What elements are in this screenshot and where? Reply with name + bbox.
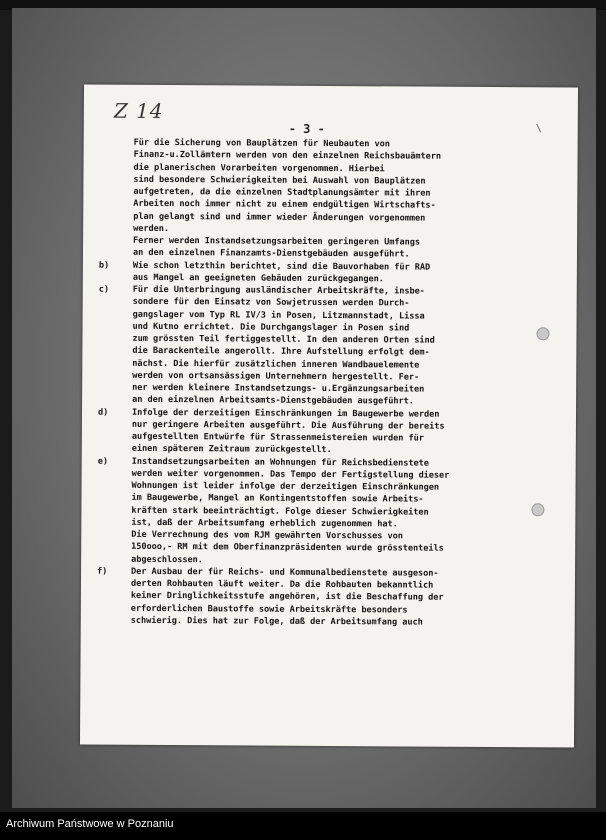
line-text: Ferner werden Instandsetzungsarbeiten geringeren Umfangs bbox=[133, 235, 421, 248]
pencil-mark: \ bbox=[535, 123, 542, 135]
line-text: ner werden kleinere Instandsetzungs- u.Ergänzungsarbeiten bbox=[132, 382, 425, 395]
line-text: Arbeiten noch immer nicht zu einem endgültigen Wirtschafts- bbox=[133, 199, 436, 211]
item-marker: b) bbox=[98, 260, 110, 271]
line-text: gangslager vom Typ RL IV/3 in Posen, Litzmannstadt, Lissa bbox=[132, 309, 425, 322]
line-text: werden. bbox=[133, 223, 170, 234]
line-text: kräften stark beeinträchtigt. Folge dieser Schwierigkeiten bbox=[131, 505, 429, 518]
line-text: Instandsetzungsarbeiten an Wohnungen für Reichsbedienstete bbox=[131, 456, 429, 469]
punch-hole bbox=[536, 327, 549, 340]
line-text: im Baugewerbe, Mangel an Kontingentstoffen sowie Arbeits- bbox=[131, 493, 424, 505]
line-text: derten Rohbauten läuft weiter. Da die Rohbauten bekanntlich bbox=[130, 578, 434, 591]
line-text: und Kutno errichtet. Die Durchgangslager in Posen sind bbox=[132, 321, 410, 334]
page-number: - 3 - bbox=[288, 121, 325, 136]
item-marker: f) bbox=[97, 566, 108, 577]
line-text: aus Mangel an geeigneten Gebäuden zurückgegangen. bbox=[132, 272, 384, 285]
line-text: zum grössten Teil fertiggestellt. In den anderen Orten sind bbox=[132, 333, 435, 346]
line-text: sind besondere Schwierigkeiten bei Auswahl von Bauplätzen bbox=[133, 174, 426, 187]
item-marker: d) bbox=[97, 407, 109, 418]
line-text: werden weiter vorgenommen. Das Tempo der Fertigstellung dieser bbox=[131, 468, 450, 481]
line-text: einen späteren Zeitraum zurückgestellt. bbox=[131, 444, 332, 456]
line-text: Für die Sicherung von Bauplätzen für Neubauten von bbox=[133, 137, 390, 150]
line-text: Wie schon letzthin berichtet, sind die Bauvorhaben für RAD bbox=[132, 260, 431, 273]
handwritten-annotation: Z 14 bbox=[113, 98, 164, 123]
line-text: Der Ausbau der für Reichs- und Kommunalbedienstete ausgeson- bbox=[131, 566, 439, 579]
line-text: Für die Unterbringung ausländischer Arbeitskräfte, insbe- bbox=[132, 284, 425, 297]
archive-label: Archiwum Państwowe w Poznaniu bbox=[6, 818, 174, 830]
line-text: Die Verrechnung des vom RJM gewährten Vorschusses von bbox=[131, 529, 403, 542]
archive-footer bbox=[0, 812, 606, 840]
line-text: abgeschlossen. bbox=[131, 554, 203, 565]
punch-hole bbox=[531, 503, 544, 516]
line-text: nur geringere Arbeiten ausgeführt. Die Ausführung der bereits bbox=[131, 419, 445, 432]
line-text: aufgestellten Entwürfe für Strassenmeistereien wurden für bbox=[131, 431, 424, 444]
line-text: Finanz-u.Zollämtern werden von den einzelnen Reichsbauämtern bbox=[133, 150, 442, 162]
line-text: 150ooo,- RM mit dem Oberfinanzpräsidenten wurde grösstenteils bbox=[131, 542, 444, 554]
item-marker: e) bbox=[97, 456, 109, 467]
line-text: die Barackenteile angerollt. Ihre Aufstellung erfolgt dem- bbox=[132, 346, 430, 358]
line-text: plan gelangt sind und immer wieder Änderungen vorgenommen bbox=[133, 211, 426, 224]
text-line bbox=[97, 614, 567, 629]
line-text: nächst. Die hierfür zusätzlichen inneren Wandbauelemente bbox=[132, 358, 420, 371]
line-text: an den einzelnen Arbeitsamts-Dienstgebäuden ausgeführt. bbox=[132, 395, 414, 407]
line-text: werden von ortsansässigen Unternehmern hergestellt. Fer- bbox=[132, 370, 420, 383]
line-text: sondere für den Einsatz von Sowjetrussen werden Durch- bbox=[132, 297, 410, 309]
item-marker: c) bbox=[98, 284, 110, 295]
document-page bbox=[80, 84, 578, 747]
line-text: Wohnungen ist leider infolge der derzeitigen Einschränkungen bbox=[131, 480, 440, 493]
document-body bbox=[97, 137, 570, 630]
line-text: schwierig. Dies hat zur Folge, daß der Arbeitsumfang auch bbox=[130, 615, 423, 628]
line-text: die planerischen Vorarbeiten vorgenommen. Hierbei bbox=[133, 162, 385, 174]
line-text: Infolge der derzeitigen Einschränkungen im Baugewerbe werden bbox=[131, 407, 440, 420]
line-text: keiner Dringlichkeitsstufe angehören, ist die Beschaffung der bbox=[130, 591, 444, 603]
line-text: an den einzelnen Finanzamts-Dienstgebäuden ausgeführt. bbox=[132, 248, 410, 260]
line-text: ist, daß der Arbeitsumfang erheblich zugenommen hat. bbox=[131, 517, 398, 530]
line-text: erforderlichen Baustoffe sowie Arbeitskräfte besonders bbox=[130, 603, 408, 615]
line-text: aufgetreten, da die einzelnen Stadtplanungsämter mit ihren bbox=[133, 186, 431, 199]
